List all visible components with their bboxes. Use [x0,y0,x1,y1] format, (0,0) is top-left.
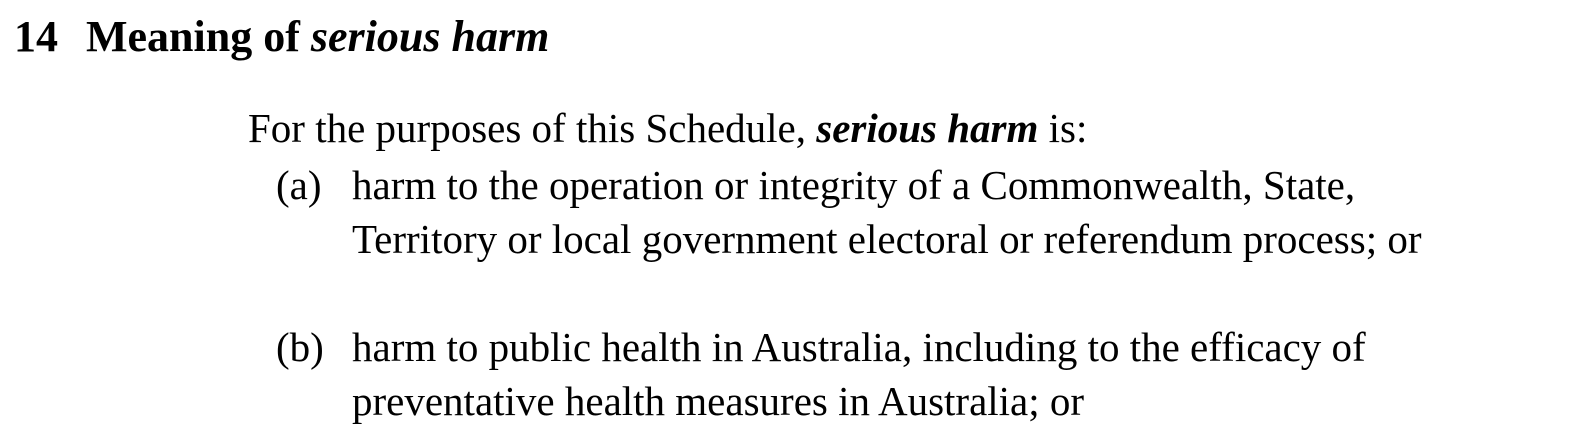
intro-before: For the purposes of this Schedule, [248,105,817,151]
section-heading [14,6,549,68]
paragraph-label: (b) [276,324,324,370]
paragraph-text: harm to public health in Australia, including to the efficacy of preventative health measures in Australia; or [352,324,1366,424]
intro-after: is: [1038,105,1088,151]
section-title-term: serious harm [310,12,550,61]
paragraph-label: (a) [276,162,322,208]
intro-sentence [248,100,1087,156]
section-title-prefix: Meaning of [86,12,311,61]
defined-term: serious harm [816,105,1039,151]
paragraph-text: harm to the operation or integrity of a Commonwealth, State, Territory or local government electoral or referendum process; or [352,162,1422,262]
section-number: 14 [14,12,58,61]
